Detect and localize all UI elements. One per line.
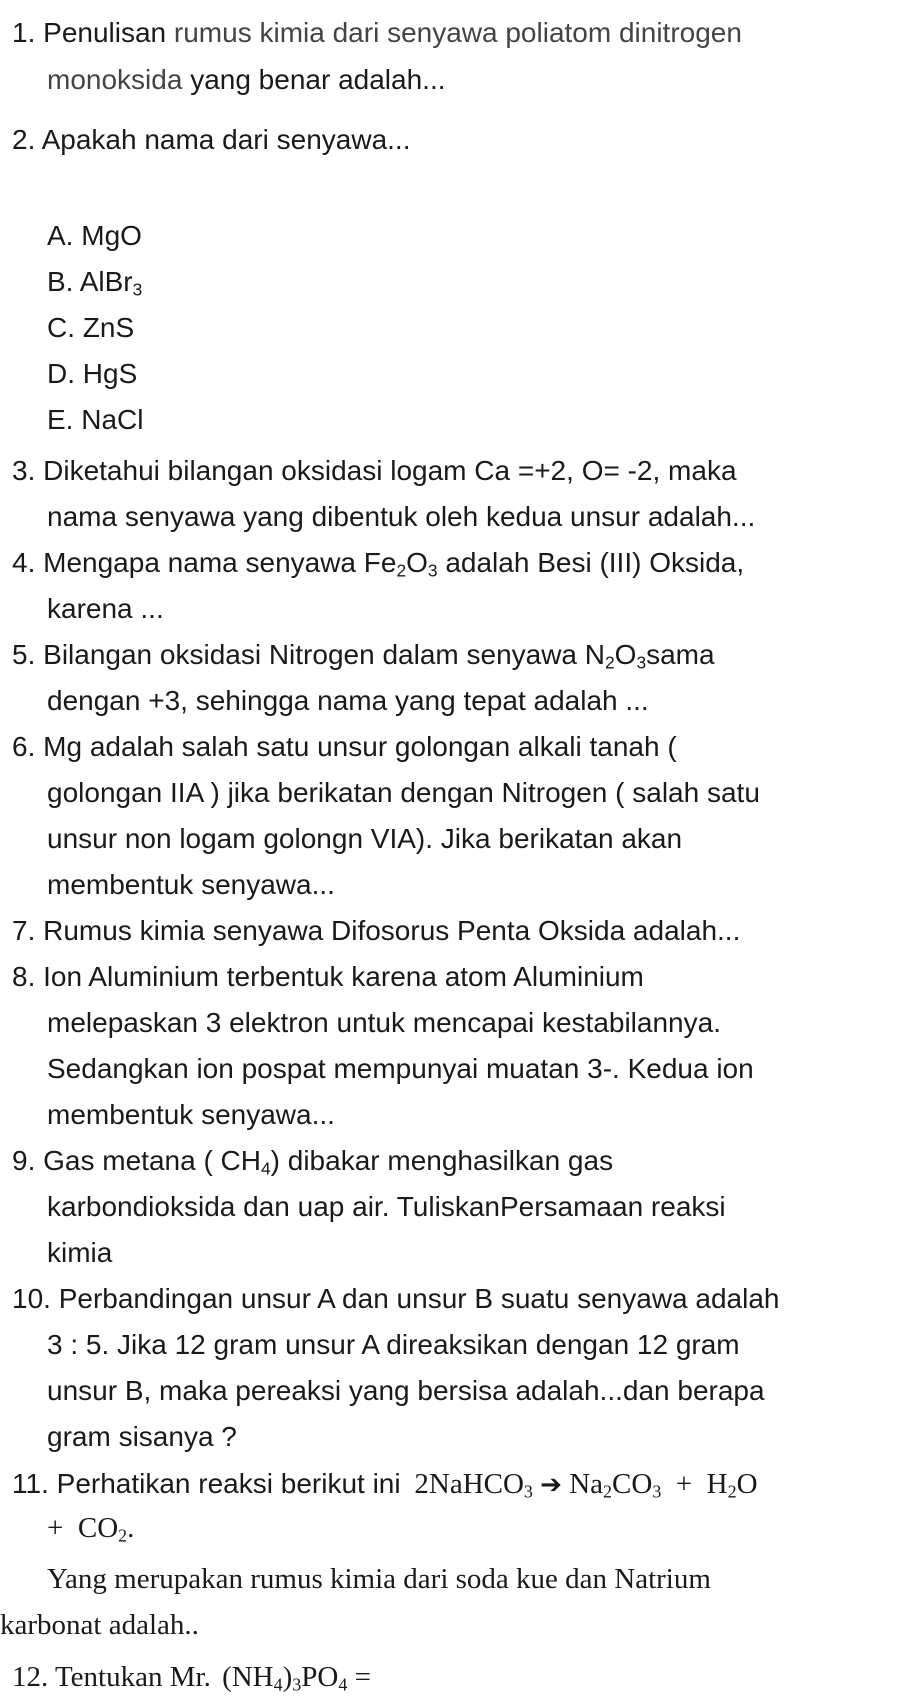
q7-number: 7. [12, 915, 36, 946]
q7-line1: 7. Rumus kimia senyawa Difosorus Penta Oksida adalah... [12, 915, 741, 946]
q11-equation: 2NaHCO$_3$ ➔ $Na_2CO_3 + H_2O$ [414, 1468, 758, 1502]
q4-line1: 4. Mengapa nama senyawa $Fe_2O_3$ adalah Besi (III) Oksida, [12, 547, 745, 581]
q5-line1: 5. Bilangan oksidasi Nitrogen dalam senyawa $N_2O_3sama$ [12, 639, 715, 673]
q8-line2: melepaskan 3 elektron untuk mencapai kestabilannya. [47, 1007, 721, 1038]
q6-line1: 6. Mg adalah salah satu unsur golongan alkali tanah ( [12, 731, 677, 762]
q11-line4: karbonat adalah.. [0, 1609, 199, 1641]
q4-number: 4. [12, 547, 36, 578]
q12-formula: $(NH_4)_3PO_4$ = [222, 1661, 371, 1695]
q2-text: Apakah nama dari senyawa... [41, 124, 411, 155]
q10-line2: 3 : 5. Jika 12 gram unsur A direaksikan dengan 12 gram [47, 1329, 740, 1360]
q1-number: 1. [12, 17, 36, 48]
q11-number: 11. [12, 1468, 49, 1499]
q2-option-d: D. HgS [47, 358, 138, 389]
q12-number: 12. [12, 1661, 49, 1693]
q3-line2: nama senyawa yang dibentuk oleh kedua unsur adalah... [47, 501, 756, 532]
q5-number: 5. [12, 639, 36, 670]
q3-number: 3. [12, 455, 36, 486]
q10-line1: 10. Perbandingan unsur A dan unsur B suatu senyawa adalah [12, 1283, 780, 1314]
q8-line1: 8. Ion Aluminium terbentuk karena atom Aluminium [12, 961, 644, 992]
q5-line2: dengan +3, sehingga nama yang tepat adalah ... [47, 685, 649, 716]
q3-line1: 3. Diketahui bilangan oksidasi logam Ca =+2, O= -2, maka [12, 455, 737, 486]
q9-number: 9. [12, 1145, 36, 1176]
q4-line2: karena ... [47, 593, 164, 624]
q2-number: 2. [12, 124, 36, 155]
q12-line1: 12. Tentukan Mr. $(NH_4)_3PO_4$ = [12, 1661, 371, 1695]
q9-line3: kimia [47, 1237, 113, 1268]
q6-number: 6. [12, 731, 36, 762]
q9-line2: karbondioksida dan uap air. TuliskanPersamaan reaksi [47, 1191, 726, 1222]
q2-option-a: A. MgO [47, 220, 142, 251]
q2-option-e: E. NaCl [47, 404, 144, 435]
q8-line4: membentuk senyawa... [47, 1099, 335, 1130]
q11-line1: 11. Perhatikan reaksi berikut ini 2NaHCO$_3$ ➔ $Na_2CO_3 + H_2O$ [12, 1468, 758, 1502]
q11-line3: Yang merupakan rumus kimia dari soda kue dan Natrium [47, 1563, 711, 1595]
q8-number: 8. [12, 961, 36, 992]
q2-option-b: B. AlBr$_3$ [47, 266, 143, 300]
q1-text-d: yang benar adalah... [190, 64, 446, 95]
q1-line2 [47, 63, 446, 97]
q1-text-a: Penulisan [43, 17, 167, 48]
q6-line3: unsur non logam golongn VIA). Jika berikatan akan [47, 823, 683, 854]
q10-number: 10. [12, 1283, 51, 1314]
q1-line1 [12, 16, 742, 50]
q1-text-c: monoksida [47, 64, 183, 95]
q1-text-b: rumus kimia dari senyawa poliatom dinitrogen [173, 17, 742, 48]
q8-line3: Sedangkan ion pospat mempunyai muatan 3-. Kedua ion [47, 1053, 754, 1084]
reaction-arrow-icon: ➔ [540, 1470, 562, 1500]
q2-line1 [12, 123, 410, 157]
q6-line4: membentuk senyawa... [47, 869, 335, 900]
q10-line3: unsur B, maka pereaksi yang bersisa adalah...dan berapa [47, 1375, 765, 1406]
q11-line2: + $CO_2$. [47, 1512, 135, 1546]
q10-line4: gram sisanya ? [47, 1421, 237, 1452]
q6-line2: golongan IIA ) jika berikatan dengan Nitrogen ( salah satu [47, 777, 760, 808]
q9-line1: 9. Gas metana ( $CH_4$) dibakar menghasilkan gas [12, 1145, 614, 1179]
q2-option-c: C. ZnS [47, 312, 135, 343]
